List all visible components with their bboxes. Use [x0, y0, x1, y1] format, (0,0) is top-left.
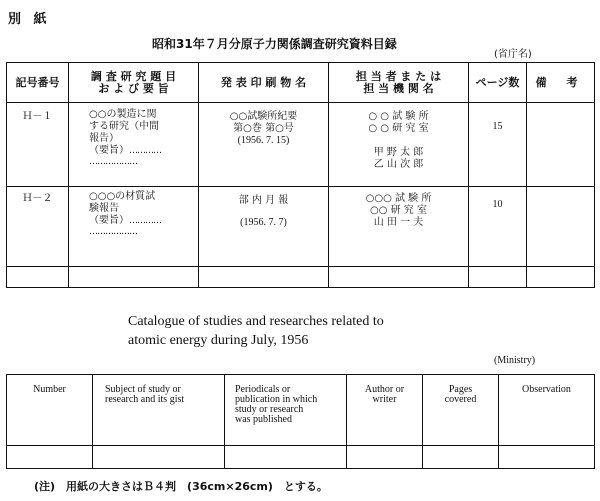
table-row-empty	[7, 267, 595, 288]
gist-label: （要旨）	[89, 215, 129, 226]
footnote: (注) 用紙の大きさはＢ４判 (36cm×26cm) とする。	[34, 480, 328, 493]
table-header-row	[7, 375, 595, 446]
row-publication: ○○試験所紀要 第○巻 第○号 (1956. 7. 15)	[199, 103, 329, 187]
header-pages: Pages covered	[423, 375, 499, 446]
ministry-label-ja: (省庁名)	[494, 49, 532, 60]
row-number: Ｈ－２	[7, 187, 69, 267]
header-publication: 発 表 印 刷 物 名	[199, 63, 329, 103]
row-subject: ○○の製造に関 する研究（中間 報告） （要旨）………… ………………	[69, 103, 199, 187]
table-row	[7, 103, 595, 187]
header-pages: ページ数	[469, 63, 527, 103]
header-author: Author or writer	[347, 375, 423, 446]
row-number: Ｈ－１	[7, 103, 69, 187]
header-number: 記号番号	[7, 63, 69, 103]
table-header-row	[7, 63, 595, 103]
english-title-line1: Catalogue of studies and researches related to	[128, 314, 384, 329]
row-pages: 15	[469, 103, 527, 187]
header-periodicals: Periodicals or publication in which study or research was published	[225, 375, 347, 446]
japanese-catalogue-table	[6, 62, 595, 288]
header-remarks: 備 考	[527, 63, 595, 103]
english-catalogue-table	[6, 374, 595, 469]
gist-label: （要旨）	[89, 145, 129, 156]
header-subject: 調 査 研 究 題 目 お よ び 要 旨	[69, 63, 199, 103]
row-author: ○○○ 試 験 所 ○○ 研 究 室 山 田 一 夫	[329, 187, 469, 267]
row-author: ○ ○ 試 験 所 ○ ○ 研 究 室 甲 野 太 郎 乙 山 次 郎	[329, 103, 469, 187]
japanese-title: 昭和31年７月分原子力関係調査研究資料目録	[152, 37, 397, 51]
header-observation: Observation	[499, 375, 595, 446]
row-subject: ○○○の材質試 験報告 （要旨）………… ………………	[69, 187, 199, 267]
table-row	[7, 187, 595, 267]
row-remarks	[527, 103, 595, 187]
table-row-empty	[7, 446, 595, 469]
row-remarks	[527, 187, 595, 267]
ministry-label-en: (Ministry)	[494, 355, 536, 366]
header-number: Number	[7, 375, 93, 446]
row-pages: 10	[469, 187, 527, 267]
english-title-line2: atomic energy during July, 1956	[128, 333, 309, 348]
row-publication: 部 内 月 報 (1956. 7. 7)	[199, 187, 329, 267]
header-author: 担 当 者 ま た は 担 当 機 関 名	[329, 63, 469, 103]
header-subject: Subject of study or research and its gist	[93, 375, 225, 446]
attachment-label: 別 紙	[8, 12, 51, 27]
